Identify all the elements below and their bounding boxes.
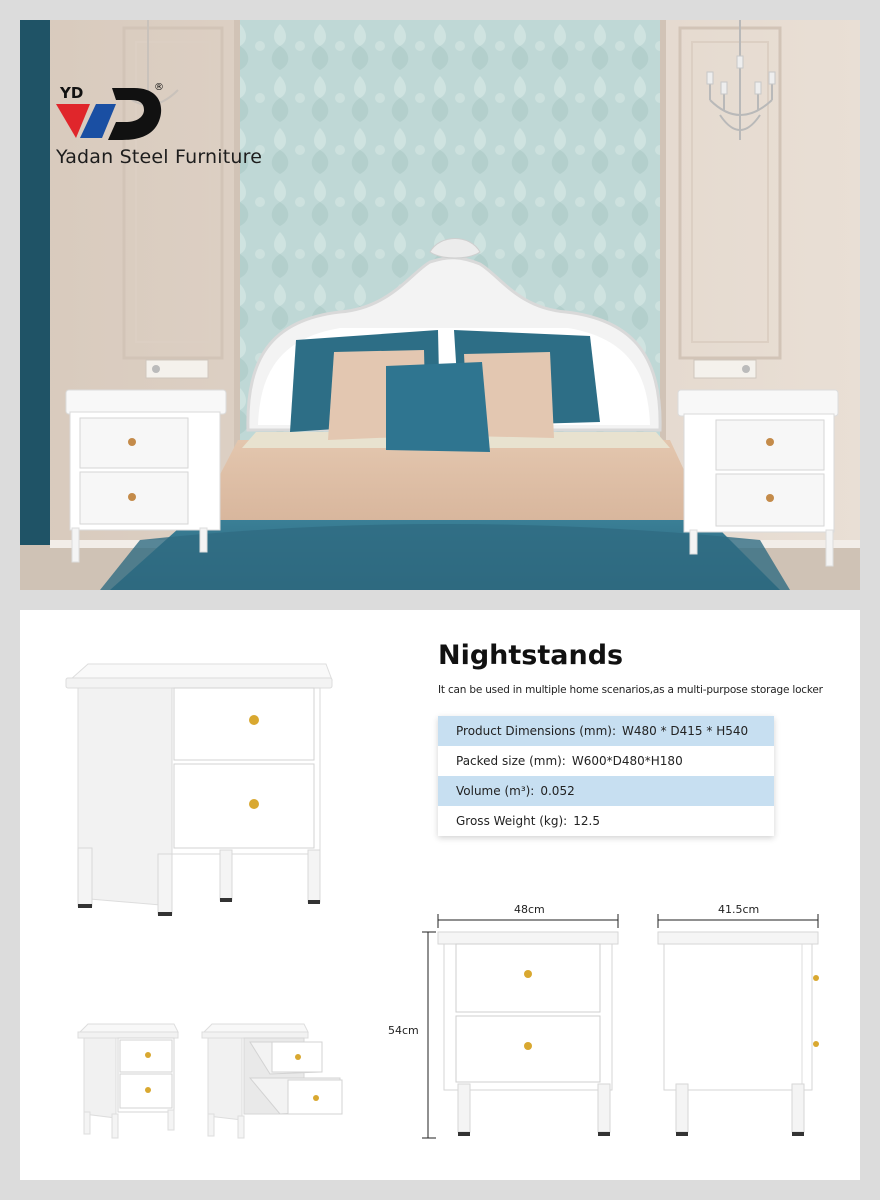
- bedroom-photo: [20, 20, 860, 590]
- spec-value: W480 * D415 * H540: [622, 724, 749, 738]
- logo-letters: YD: [60, 84, 84, 102]
- spec-table: [438, 716, 774, 836]
- spec-row: [438, 806, 774, 836]
- nightstand-small-closed: [76, 1022, 182, 1140]
- spec-row: [438, 716, 774, 746]
- brand-name: Yadan Steel Furniture: [56, 146, 263, 168]
- spec-value: 0.052: [540, 784, 575, 798]
- spec-value: W600*D480*H180: [571, 754, 683, 768]
- nightstand-small-open: [200, 1022, 350, 1140]
- spec-label: Volume (m³):: [456, 784, 535, 798]
- nightstand-front-view: [64, 658, 336, 920]
- yd-logo-icon: [56, 76, 166, 146]
- spec-label: Packed size (mm):: [456, 754, 566, 768]
- spec-value: 12.5: [573, 814, 600, 828]
- spec-label: Product Dimensions (mm):: [456, 724, 617, 738]
- registered-mark: ®: [154, 82, 164, 93]
- spec-label: Gross Weight (kg):: [456, 814, 568, 828]
- product-title: Nightstands: [438, 640, 624, 671]
- width-label: 48cm: [514, 903, 545, 916]
- spec-row: [438, 746, 774, 776]
- dimension-side-diagram: [654, 912, 830, 1142]
- height-label: 54cm: [388, 1024, 419, 1037]
- product-info-panel: [20, 610, 860, 1180]
- spec-row: [438, 776, 774, 806]
- brand-logo: [56, 76, 266, 186]
- dimension-front-diagram: [420, 912, 622, 1142]
- product-subtitle: It can be used in multiple home scenarios,as a multi-purpose storage locker: [438, 684, 823, 696]
- depth-label: 41.5cm: [718, 903, 760, 916]
